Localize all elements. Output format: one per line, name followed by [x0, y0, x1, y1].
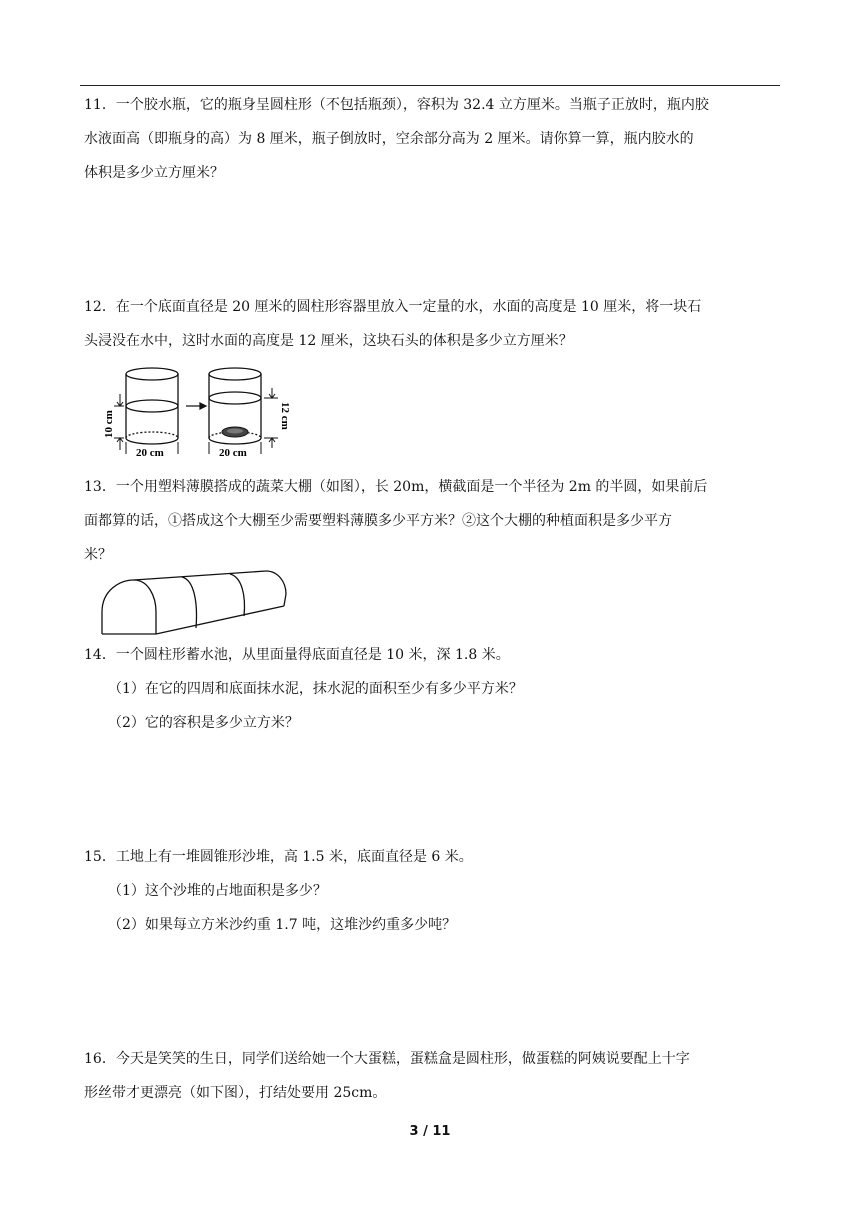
question-11-line-2: 水液面高（即瓶身的高）为 8 厘米，瓶子倒放时，空余部分高为 2 厘米。请你算一算，瓶内胶水的: [84, 131, 694, 147]
page-number: 3 / 11: [409, 1124, 451, 1139]
left-diameter-label: 20 cm: [136, 447, 164, 458]
question-14-part-1: （1）在它的四周和底面抹水泥，抹水泥的面积至少有多少平方米？: [108, 681, 523, 697]
question-13: [84, 470, 774, 572]
question-11-line-1: 11．一个胶水瓶，它的瓶身呈圆柱形（不包括瓶颈），容积为 32.4 立方厘米。当瓶子正放时，瓶内胶: [84, 97, 709, 113]
question-14: [84, 638, 774, 672]
question-15-line: 15．工地上有一堆圆锥形沙堆，高 1.5 米，底面直径是 6 米。: [84, 849, 473, 865]
question-15-part-1: （1）这个沙堆的占地面积是多少？: [108, 883, 327, 899]
right-height-label: 12 cm: [279, 402, 291, 430]
question-12-line-2: 头浸没在水中，这时水面的高度是 12 厘米，这块石头的体积是多少立方厘米？: [84, 333, 573, 349]
cylinder-containers-figure: [96, 362, 306, 458]
question-12: [84, 290, 774, 358]
greenhouse-figure: [98, 568, 292, 640]
arrow-icon: [186, 403, 206, 409]
left-cylinder: [126, 368, 178, 444]
question-14-line: 14．一个圆柱形蓄水池，从里面量得底面直径是 10 米，深 1.8 米。: [84, 647, 510, 663]
question-16-line-1: 16．今天是笑笑的生日，同学们送给她一个大蛋糕，蛋糕盒是圆柱形，做蛋糕的阿姨说要配上十字: [84, 1051, 690, 1067]
question-15: [84, 840, 774, 874]
question-13-line-1: 13．一个用塑料薄膜搭成的蔬菜大棚（如图），长 20m，横截面是一个半径为 2m 的半圆，如果前后: [84, 479, 708, 495]
question-12-line-1: 12．在一个底面直径是 20 厘米的圆柱形容器里放入一定量的水，水面的高度是 10 厘米，将一块石: [84, 299, 702, 315]
question-16: [84, 1042, 774, 1110]
question-15-part-2: （2）如果每立方米沙约重 1.7 吨，这堆沙约重多少吨？: [108, 917, 457, 933]
header-rule: [80, 85, 780, 86]
question-11-line-3: 体积是多少立方厘米？: [84, 165, 224, 181]
question-16-line-2: 形丝带才更漂亮（如下图），打结处要用 25cm。: [84, 1085, 387, 1101]
question-14-part-2: （2）它的容积是多少立方米？: [108, 715, 299, 731]
left-height-label: 10 cm: [103, 410, 115, 438]
question-13-line-2: 面都算的话，①搭成这个大棚至少需要塑料薄膜多少平方米？②这个大棚的种植面积是多少平方: [84, 513, 672, 529]
right-diameter-label: 20 cm: [219, 447, 247, 458]
question-11: [84, 88, 774, 190]
question-13-line-3: 米？: [84, 547, 112, 563]
